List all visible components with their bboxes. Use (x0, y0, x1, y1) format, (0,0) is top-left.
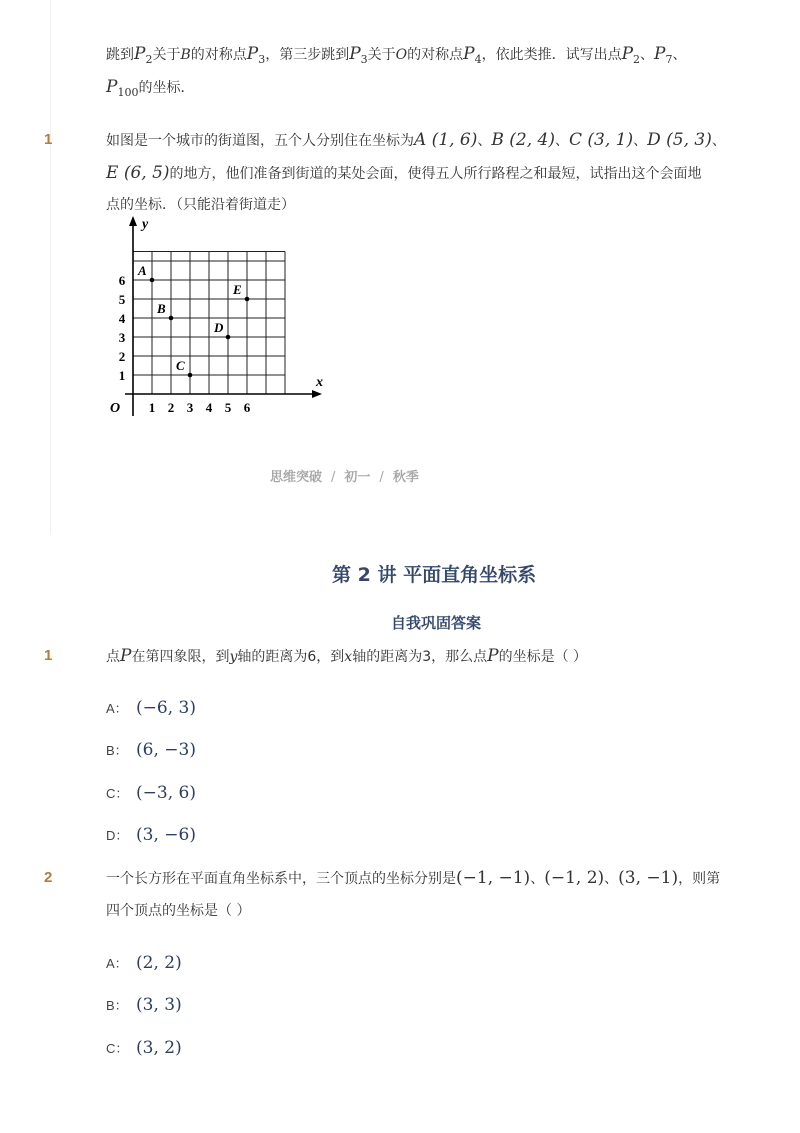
point-label-a: A (138, 263, 147, 278)
city-question-line-2: E (6, 5)的地方，他们准备到街道的某处会面，使得五人所行路程之和最短，试指出这个会面地 (106, 163, 702, 183)
left-margin-rule (50, 0, 51, 535)
section-title: 自我巩固答案 (391, 614, 482, 632)
city-question-line-3: 点的坐标．（只能沿着街道走） (106, 197, 295, 213)
point-c (188, 373, 193, 378)
point-label-c: C (176, 358, 185, 373)
point-e (245, 297, 250, 302)
q2-stem-line-2: 四个顶点的坐标是（ ） (106, 903, 251, 919)
q2-option-a[interactable]: A： (2, 2) (106, 953, 182, 973)
question-number: 2 (44, 869, 53, 886)
q1-option-d[interactable]: D： (3, −6) (106, 825, 196, 845)
q1-stem: 点P在第四象限，到y轴的距离为6，到x轴的距离为3，那么点P的坐标是（ ） (106, 646, 588, 666)
q2-option-b[interactable]: B： (3, 3) (106, 995, 182, 1015)
x-tick-label: 6 (243, 400, 251, 415)
origin-label: O (110, 401, 121, 416)
x-tick-label: 4 (205, 400, 213, 415)
x-tick-label: 5 (224, 400, 232, 415)
point-label-e: E (233, 282, 242, 297)
y-axis-arrowhead (129, 216, 137, 226)
x-tick-label: 3 (186, 400, 194, 415)
question-number: 1 (44, 131, 53, 148)
intro-line-1: 跳到$P_2$关于B的对称点$P_3$，第三步跳到$P_3$关于O的对称点$P_4$，依此类推．试写出点$P_2$、$P_7$、 (106, 44, 687, 66)
q2-stem-line-1: 一个长方形在平面直角坐标系中，三个顶点的坐标分别是(−1, −1)、(−1, 2)、(3, −1)，则第 (106, 868, 721, 888)
y-axis-label: y (142, 217, 149, 232)
x-tick-label: 1 (148, 400, 156, 415)
y-tick-label: 6 (118, 273, 126, 288)
y-tick-label: 5 (118, 292, 126, 307)
y-tick-label: 4 (118, 311, 126, 326)
q1-option-a[interactable]: A： (−6, 3) (106, 698, 196, 718)
lecture-title: 第 2 讲 平面直角坐标系 (332, 564, 537, 586)
x-axis-label: x (316, 375, 323, 390)
point-label-d: D (214, 320, 224, 335)
y-tick-label: 3 (118, 330, 126, 345)
city-question-line-1: 如图是一个城市的街道图，五个人分别住在坐标为A (1, 6)、B (2, 4)、C (3, 1)、D (5, 3)、 (106, 130, 726, 150)
street-grid-figure (100, 212, 340, 422)
x-tick-label: 2 (167, 400, 175, 415)
q1-option-b[interactable]: B： (6, −3) (106, 740, 196, 760)
q2-option-c[interactable]: C： (3, 2) (106, 1038, 182, 1058)
y-tick-label: 1 (118, 368, 126, 383)
point-label-b: B (157, 301, 166, 316)
y-tick-label: 2 (118, 349, 126, 364)
page-footer: 思维突破 / 初一 / 秋季 (270, 470, 419, 485)
point-b (169, 316, 174, 321)
question-number: 1 (44, 647, 53, 664)
point-d (226, 335, 231, 340)
intro-line-2: $P_{100}$的坐标． (106, 77, 195, 99)
x-axis-arrowhead (312, 390, 322, 398)
q1-option-c[interactable]: C： (−3, 6) (106, 783, 196, 803)
point-a (150, 278, 155, 283)
